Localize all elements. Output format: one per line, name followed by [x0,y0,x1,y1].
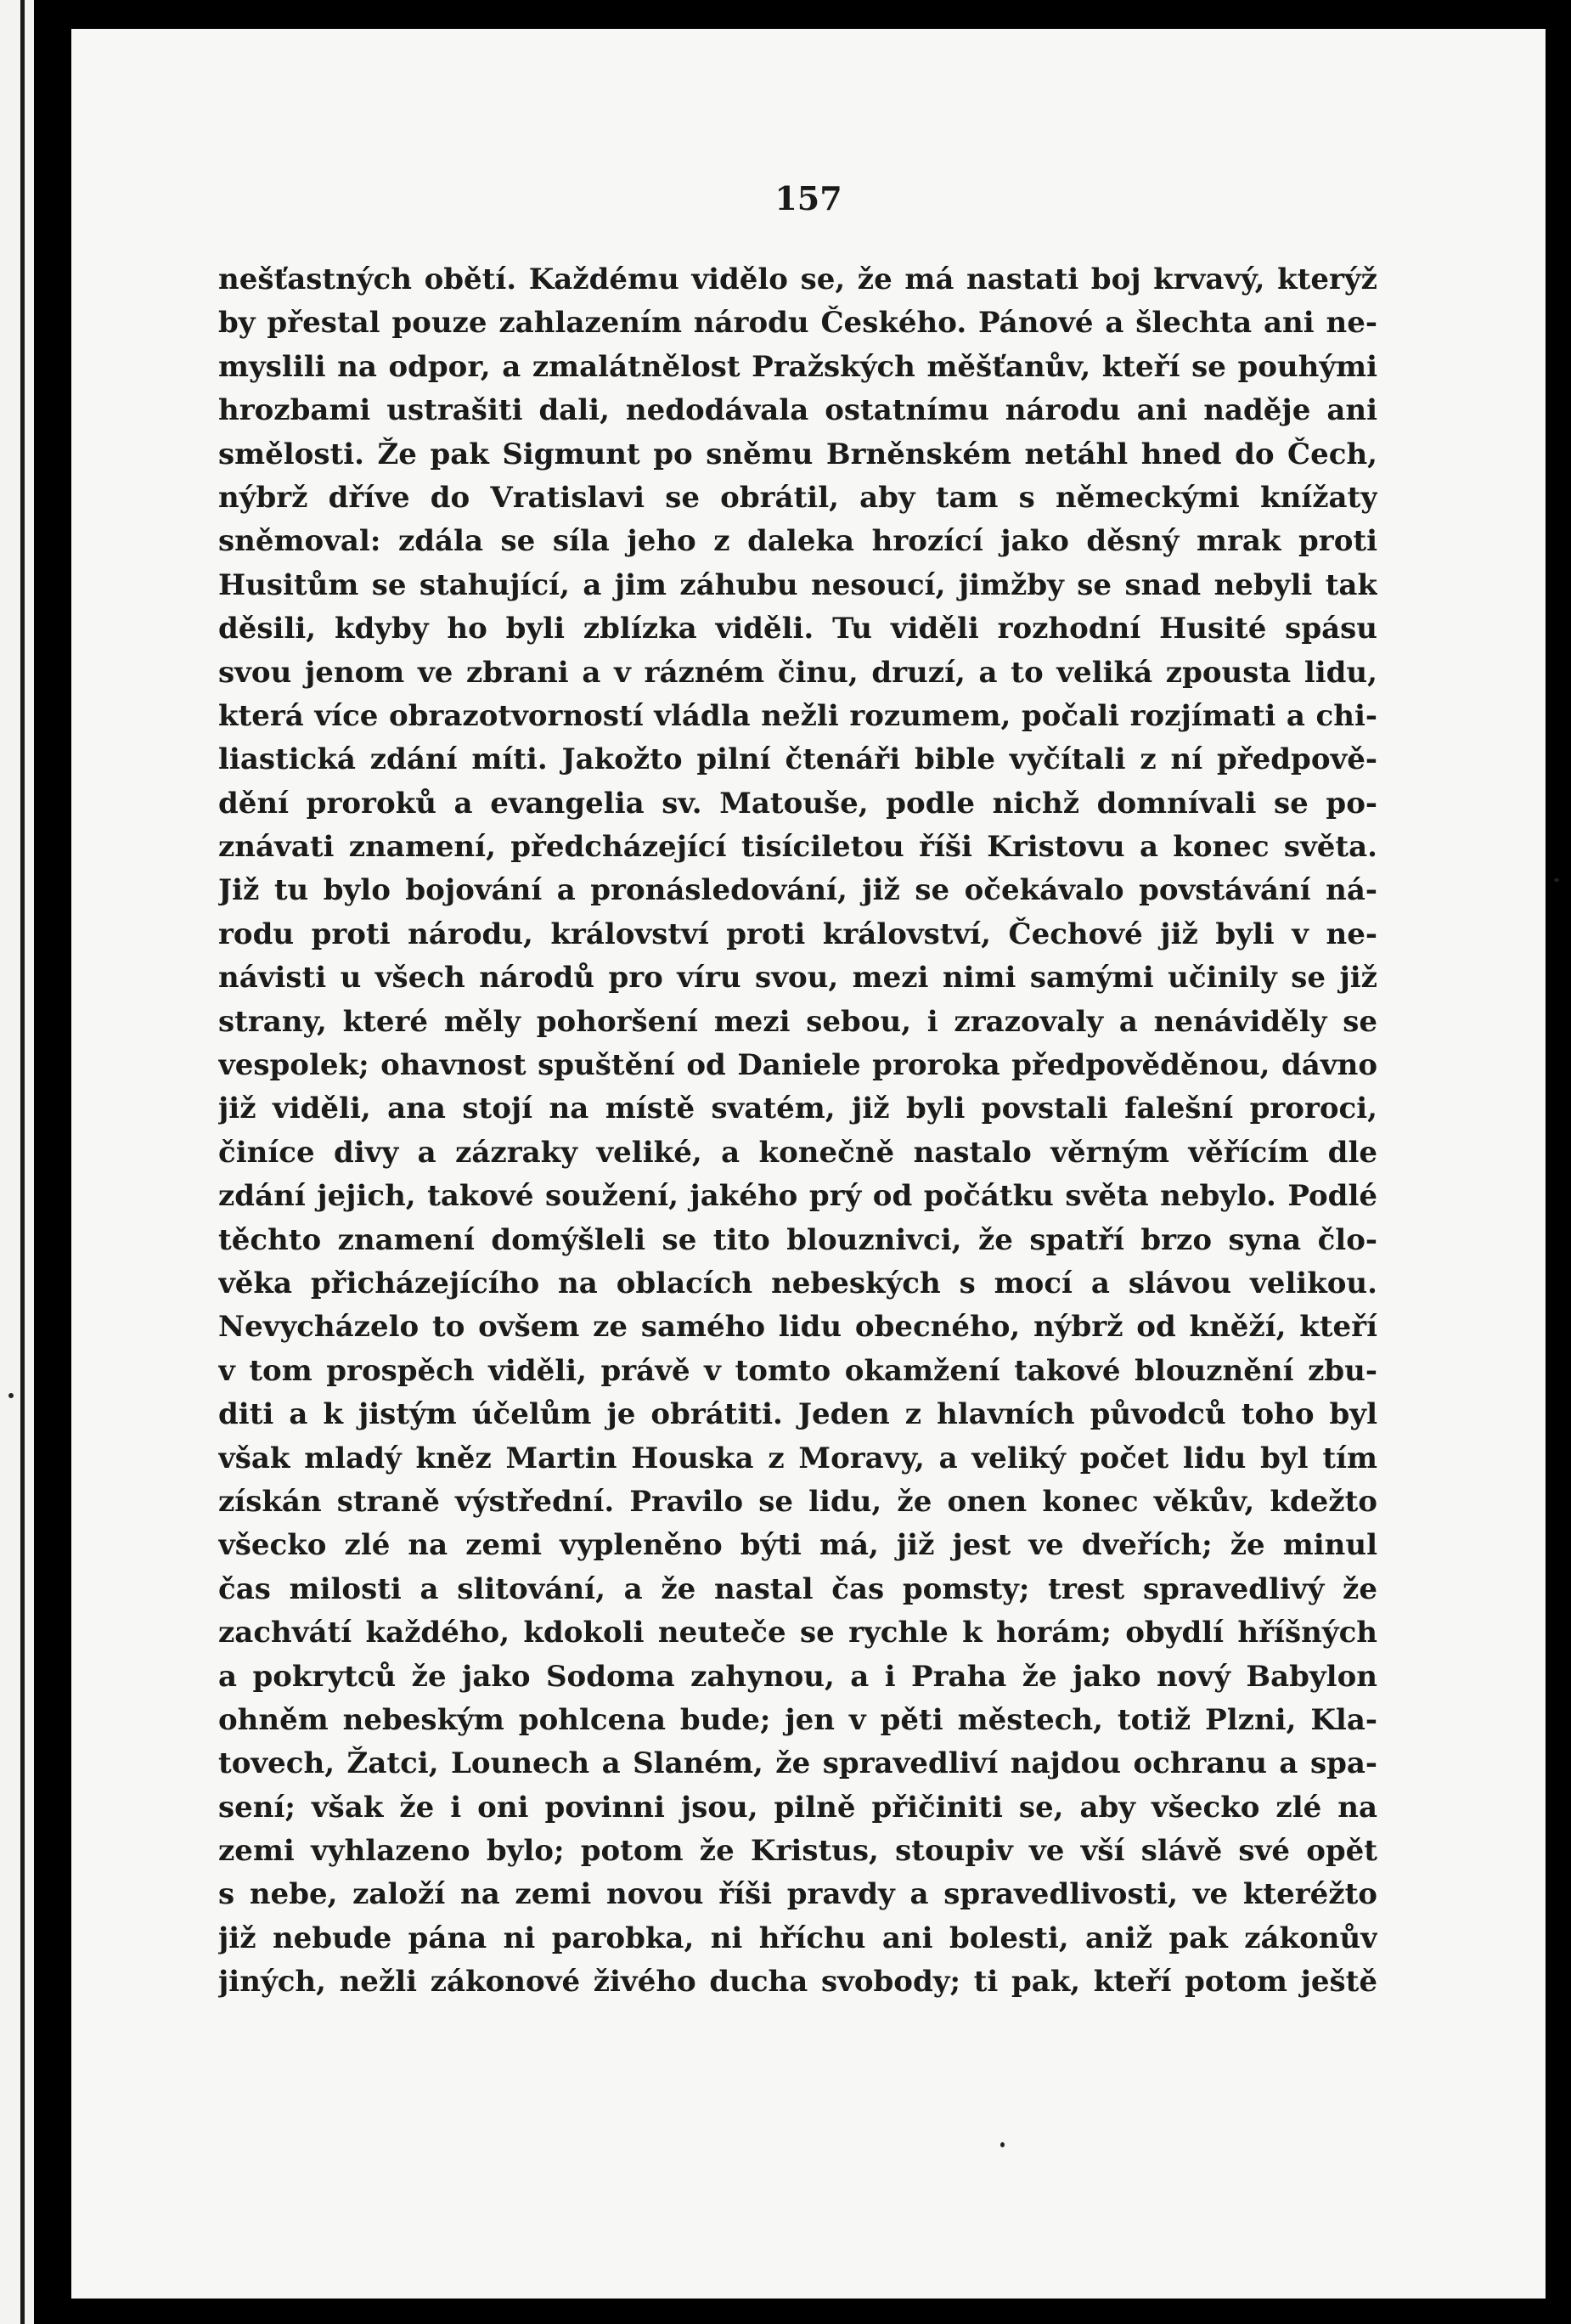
text-line: věka přicházejícího na oblacích nebeských s mocí a slávou velikou. [218,1266,1377,1300]
text-line: rodu proti národu, království proti království, Čechové již byli v ne- [218,917,1377,951]
text-line: nešťastných obětí. Každému vidělo se, že má nastati boj krvavý, kterýž [218,262,1377,296]
text-line: činíce divy a zázraky veliké, a konečně nastalo věrným věřícím dle [218,1135,1377,1170]
text-line: myslili na odpor, a zmalátnělost Pražských měšťanův, kteří se pouhými [218,349,1377,384]
text-line: sněmoval: zdála se síla jeho z daleka hrozící jako děsný mrak proti [218,524,1377,559]
text-line: děsili, kdyby ho byli zblízka viděli. Tu viděli rozhodní Husité spásu [218,612,1377,646]
text-line: a pokrytců že jako Sodoma zahynou, a i Praha že jako nový Babylon [218,1659,1377,1694]
text-line: znávati znamení, předcházející tisíciletou říši Kristovu a konec světa. [218,830,1377,865]
text-line: zdání jejich, takové soužení, jakého prý od počátku světa nebylo. Podlé [218,1179,1377,1214]
text-line: vespolek; ohavnost spuštění od Daniele proroka předpověděnou, dávno [218,1048,1377,1083]
text-line: hrozbami ustrašiti dali, nedodávala ostatnímu národu ani naděje ani [218,393,1377,428]
page-number: 157 [774,179,842,217]
text-line: strany, které měly pohoršení mezi sebou, i zrazovaly a nenáviděly se [218,1004,1377,1039]
text-line: Již tu bylo bojování a pronásledování, již se očekávalo povstávání ná- [218,873,1377,908]
text-line: všecko zlé na zemi vypleněno býti má, již jest ve dveřích; že minul [218,1528,1377,1563]
text-line: těchto znamení domýšleli se tito blouznivci, že spatří brzo syna člo- [218,1222,1377,1257]
text-line: smělosti. Že pak Sigmunt po sněmu Brněnském netáhl hned do Čech, [218,437,1377,471]
scanned-page [71,29,1546,2299]
left-page-edge [0,0,34,2324]
text-line: ohněm nebeským pohlcena bude; jen v pěti městech, totiž Plzni, Kla- [218,1702,1377,1737]
text-line: diti a k jistým účelům je obrátiti. Jeden z hlavních původců toho byl [218,1397,1377,1432]
binding-edge-line [20,0,25,2324]
text-line: již viděli, ana stojí na místě svatém, již byli povstali falešní proroci, [218,1091,1377,1126]
text-line: jiných, nežli zákonové živého ducha svobody; ti pak, kteří potom ještě [218,1965,1377,2000]
text-line: svou jenom ve zbrani a v rázném činu, druzí, a to veliká zpousta lidu, [218,655,1377,690]
text-line: zemi vyhlazeno bylo; potom že Kristus, stoupiv ve vší slávě své opět [218,1834,1377,1869]
text-line: získán straně výstřední. Pravilo se lidu, že onen konec věkův, kdežto [218,1484,1377,1519]
text-line: nýbrž dříve do Vratislavi se obrátil, aby tam s německými knížaty [218,480,1377,515]
text-line: která více obrazotvorností vládla nežli rozumem, počali rozjímati a chi- [218,698,1377,733]
scan-speck [8,1393,14,1398]
text-line: s nebe, založí na zemi novou říši pravdy a spravedlivosti, ve kteréžto [218,1877,1377,1912]
scan-speck [1554,878,1559,882]
text-line: Nevycházelo to ovšem ze samého lidu obecného, nýbrž od kněží, kteří [218,1310,1377,1345]
text-line: sení; však že i oni povinni jsou, pilně přičiniti se, aby všecko zlé na [218,1790,1377,1825]
text-line: návisti u všech národů pro víru svou, mezi nimi samými učinily se již [218,961,1377,996]
text-line: zachvátí každého, kdokoli neuteče se rychle k horám; obydlí hříšných [218,1616,1377,1650]
text-line: Husitům se stahující, a jim záhubu nesoucí, jimžby se snad nebyli tak [218,567,1377,602]
text-line: však mladý kněz Martin Houska z Moravy, a veliký počet lidu byl tím [218,1441,1377,1475]
body-text [218,258,1377,2005]
text-line: liastická zdání míti. Jakožto pilní čtenáři bible vyčítali z ní předpově- [218,742,1377,777]
text-line: dění proroků a evangelia sv. Matouše, podle nichž domnívali se po- [218,786,1377,821]
text-line: by přestal pouze zahlazením národu Českého. Pánové a šlechta ani ne- [218,306,1377,341]
text-line: tovech, Žatci, Lounech a Slaném, že spravedliví najdou ochranu a spa- [218,1746,1377,1781]
text-line: již nebude pána ni parobka, ni hříchu ani bolesti, aniž pak zákonův [218,1921,1377,1955]
text-line: v tom prospěch viděli, právě v tomto okamžení takové blouznění zbu- [218,1353,1377,1388]
text-line: čas milosti a slitování, a že nastal čas pomsty; trest spravedlivý že [218,1571,1377,1606]
scan-speck [1000,2142,1005,2147]
